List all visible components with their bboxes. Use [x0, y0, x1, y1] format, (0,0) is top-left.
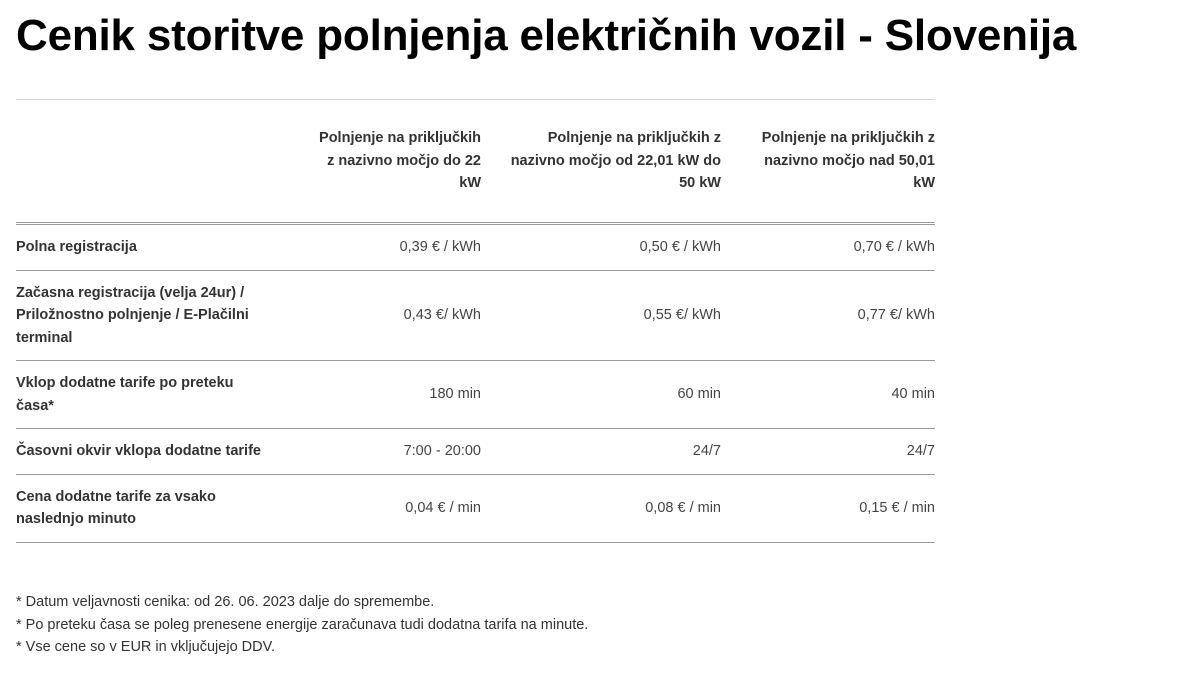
table-header: [16, 100, 935, 224]
table-cell: 40 min: [721, 361, 935, 429]
table-row-full-registration: [16, 224, 935, 271]
table-row-extra-tariff-price: [16, 474, 935, 542]
column-header-over-50kw: Polnjenje na priključkih z nazivno močjo nad 50,01 kW: [721, 100, 935, 224]
table-row-extra-tariff-start: [16, 361, 935, 429]
row-label: Začasna registracija (velja 24ur) / Priložnostno polnjenje / E-Plačilni terminal: [16, 270, 266, 361]
table-cell: 0,15 € / min: [721, 474, 935, 542]
table-row-temporary-registration: [16, 270, 935, 361]
footnote-validity: * Datum veljavnosti cenika: od 26. 06. 2023 dalje do spremembe.: [16, 594, 435, 610]
table-cell: 0,55 €/ kWh: [481, 270, 721, 361]
footnote-currency: * Vse cene so v EUR in vključujejo DDV.: [16, 639, 275, 655]
table-cell: 180 min: [266, 361, 481, 429]
table-row-extra-tariff-timeframe: [16, 429, 935, 475]
table-body: [16, 224, 935, 543]
row-label: Cena dodatne tarife za vsako naslednjo minuto: [16, 474, 266, 542]
row-label: Polna registracija: [16, 224, 266, 271]
table-cell: 0,04 € / min: [266, 474, 481, 542]
table-cell: 0,77 €/ kWh: [721, 270, 935, 361]
column-header-up-to-22kw: Polnjenje na priključkih z nazivno močjo do 22 kW: [266, 100, 481, 224]
row-label: Časovni okvir vklopa dodatne tarife: [16, 429, 266, 475]
row-label: Vklop dodatne tarife po preteku časa*: [16, 361, 266, 429]
footnotes: [16, 591, 588, 659]
table-cell: 0,43 €/ kWh: [266, 270, 481, 361]
table-cell: 0,39 € / kWh: [266, 224, 481, 271]
table-cell: 0,50 € / kWh: [481, 224, 721, 271]
page-title: Cenik storitve polnjenja električnih vozil - Slovenija: [16, 11, 1077, 60]
table-cell: 0,08 € / min: [481, 474, 721, 542]
column-header-22-to-50kw: Polnjenje na priključkih z nazivno močjo od 22,01 kW do 50 kW: [481, 100, 721, 224]
table-cell: 24/7: [481, 429, 721, 475]
table-cell: 0,70 € / kWh: [721, 224, 935, 271]
column-header-empty: [16, 100, 266, 224]
table-header-row: [16, 100, 935, 224]
price-table: [16, 99, 935, 543]
table-cell: 24/7: [721, 429, 935, 475]
table-cell: 7:00 - 20:00: [266, 429, 481, 475]
footnote-extra-tariff: * Po preteku časa se poleg prenesene energije zaračunava tudi dodatna tarifa na minute.: [16, 616, 589, 633]
table-cell: 60 min: [481, 361, 721, 429]
